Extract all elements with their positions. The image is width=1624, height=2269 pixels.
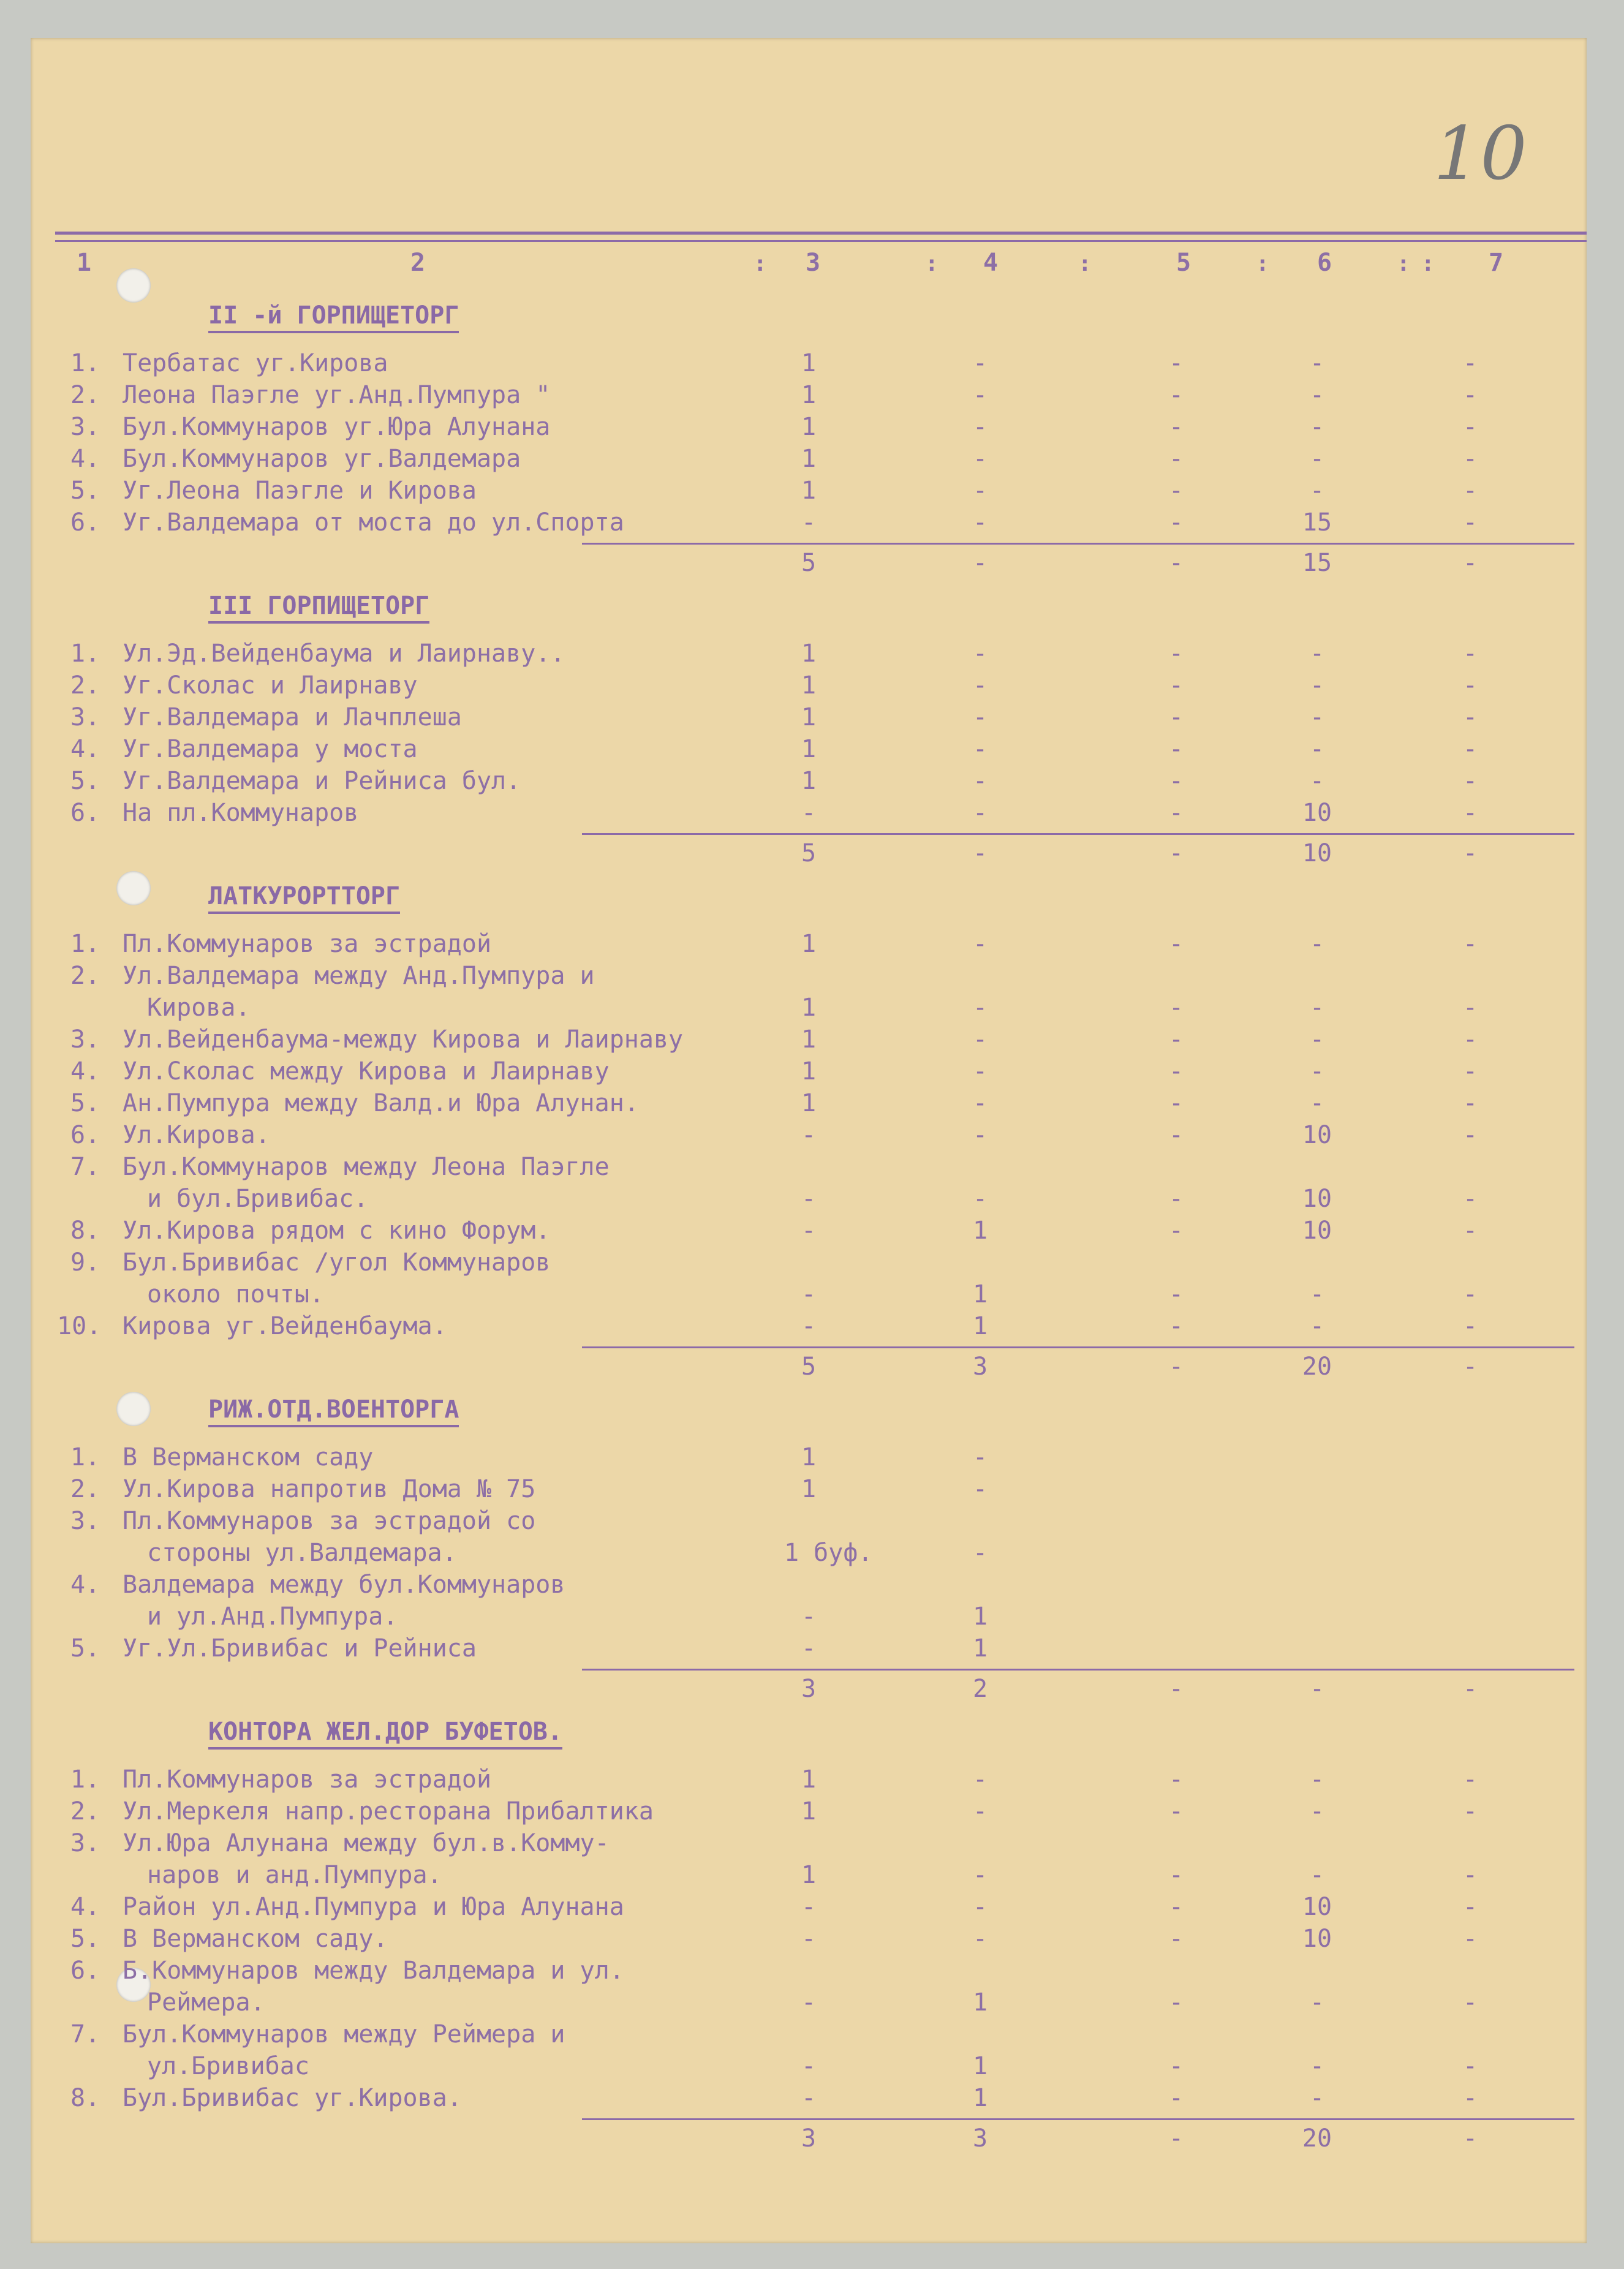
cell-c5: - <box>1168 671 1184 700</box>
cell-c4: - <box>972 1121 988 1149</box>
cell-c5: - <box>1168 1121 1184 1149</box>
row-address: Район ул.Анд.Пумпура и Юра Алунана <box>123 1893 624 1921</box>
column-header: 2 <box>410 249 426 277</box>
row-number: 2. <box>70 671 100 700</box>
cell-c6: - <box>1309 994 1325 1022</box>
cell-c4: - <box>972 477 988 505</box>
cell-c6: - <box>1309 1765 1325 1794</box>
cell-c7: - <box>1462 640 1478 668</box>
cell-c7: - <box>1462 1121 1478 1149</box>
cell-c4: 1 <box>972 2084 988 2112</box>
cell-c7: - <box>1462 477 1478 505</box>
row-number: 4. <box>70 1057 100 1085</box>
cell-c6: - <box>1309 349 1325 377</box>
column-separator: : <box>1397 251 1410 276</box>
total-c7: - <box>1462 549 1478 577</box>
cell-c3: 1 <box>801 445 817 473</box>
row-number: 6. <box>70 799 100 827</box>
row-number: 3. <box>70 703 100 731</box>
total-c4: 2 <box>972 1675 988 1703</box>
row-address: Ул.Юра Алунана между бул.в.Комму- <box>123 1829 610 1857</box>
row-address: В Верманском саду. <box>123 1925 388 1953</box>
row-number: 3. <box>70 413 100 441</box>
row-number: 8. <box>70 1217 100 1245</box>
document-page <box>31 38 1587 2243</box>
cell-c4: - <box>972 703 988 731</box>
cell-c3: - <box>801 508 817 537</box>
total-c5: - <box>1168 549 1184 577</box>
section-total-rule <box>582 833 1574 835</box>
row-number: 6. <box>70 1957 100 1985</box>
row-address: Уг.Валдемара и Лачплеша <box>123 703 462 731</box>
row-address: Пл.Коммунаров за эстрадой <box>123 1765 492 1794</box>
row-address: Валдемара между бул.Коммунаров <box>123 1571 565 1599</box>
cell-c7: - <box>1462 735 1478 763</box>
cell-c6: - <box>1309 1089 1325 1117</box>
row-address: Бул.Бривибас уг.Кирова. <box>123 2084 462 2112</box>
column-header: 5 <box>1176 249 1192 277</box>
row-address: Бул.Коммунаров уг.Юра Алунана <box>123 413 551 441</box>
cell-c6: - <box>1309 930 1325 958</box>
cell-c5: - <box>1168 799 1184 827</box>
section-total-rule <box>582 543 1574 545</box>
section-title: III ГОРПИЩЕТОРГ <box>208 592 429 624</box>
row-address: Пл.Коммунаров за эстрадой со <box>123 1507 536 1535</box>
cell-c6: - <box>1309 445 1325 473</box>
cell-c6: - <box>1309 1797 1325 1825</box>
cell-c4: - <box>972 349 988 377</box>
cell-c7: - <box>1462 994 1478 1022</box>
cell-c5: - <box>1168 477 1184 505</box>
cell-c5: - <box>1168 994 1184 1022</box>
cell-c3: - <box>801 1893 817 1921</box>
row-number: 1. <box>70 640 100 668</box>
cell-c5: - <box>1168 1861 1184 1889</box>
cell-c5: - <box>1168 2052 1184 2080</box>
row-address: Бул.Коммунаров уг.Валдемара <box>123 445 521 473</box>
row-number: 2. <box>70 1797 100 1825</box>
cell-c7: - <box>1462 2084 1478 2112</box>
total-c6: - <box>1309 1675 1325 1703</box>
row-number: 9. <box>70 1248 100 1277</box>
row-address: На пл.Коммунаров <box>123 799 359 827</box>
row-address: Ул.Кирова рядом с кино Форум. <box>123 1217 551 1245</box>
cell-c4: - <box>972 799 988 827</box>
cell-c4: - <box>972 413 988 441</box>
cell-c3: 1 <box>801 735 817 763</box>
cell-c5: - <box>1168 703 1184 731</box>
row-address: Б.Коммунаров между Валдемара и ул. <box>123 1957 624 1985</box>
column-header: 1 <box>77 249 92 277</box>
cell-c3: 1 <box>801 349 817 377</box>
total-c6: 10 <box>1302 839 1332 867</box>
cell-c6: - <box>1309 1025 1325 1054</box>
cell-c5: - <box>1168 640 1184 668</box>
cell-c7: - <box>1462 2052 1478 2080</box>
row-number: 6. <box>70 1121 100 1149</box>
row-number: 3. <box>70 1829 100 1857</box>
cell-c7: - <box>1462 703 1478 731</box>
column-separator: : <box>753 251 767 276</box>
punch-hole <box>116 871 151 905</box>
total-c5: - <box>1168 1353 1184 1381</box>
column-header: 7 <box>1489 249 1504 277</box>
cell-c4: 1 <box>972 1634 988 1663</box>
cell-c5: - <box>1168 1089 1184 1117</box>
row-number: 4. <box>70 735 100 763</box>
section-title: II -й ГОРПИЩЕТОРГ <box>208 301 459 333</box>
cell-c7: - <box>1462 1312 1478 1340</box>
cell-c7: - <box>1462 1925 1478 1953</box>
row-address: Ул.Эд.Вейденбаума и Лаирнаву.. <box>123 640 565 668</box>
row-number: 3. <box>70 1507 100 1535</box>
cell-c3: - <box>801 1925 817 1953</box>
cell-c3: 1 <box>801 640 817 668</box>
cell-c4: - <box>972 1925 988 1953</box>
cell-c4: - <box>972 1861 988 1889</box>
total-c5: - <box>1168 2124 1184 2153</box>
cell-c6: - <box>1309 1057 1325 1085</box>
section-title: КОНТОРА ЖЕЛ.ДОР БУФЕТОВ. <box>208 1718 562 1750</box>
column-separator: : <box>925 251 939 276</box>
cell-c5: - <box>1168 1057 1184 1085</box>
cell-c5: - <box>1168 735 1184 763</box>
cell-c5: - <box>1168 1797 1184 1825</box>
cell-c4: 1 <box>972 1603 988 1631</box>
cell-c4: - <box>972 1057 988 1085</box>
total-c6: 20 <box>1302 1353 1332 1381</box>
section-total-rule <box>582 1669 1574 1671</box>
cell-c3: - <box>801 1312 817 1340</box>
row-number: 1. <box>70 1765 100 1794</box>
cell-c5: - <box>1168 349 1184 377</box>
cell-c3: - <box>801 2084 817 2112</box>
cell-c3: - <box>801 1634 817 1663</box>
section-total-rule <box>582 1346 1574 1348</box>
cell-c7: - <box>1462 1089 1478 1117</box>
row-address: и бул.Бривибас. <box>147 1185 369 1213</box>
cell-c3: 1 <box>801 671 817 700</box>
row-address: Ул.Кирова. <box>123 1121 270 1149</box>
row-address: Уг.Валдемара от моста до ул.Спорта <box>123 508 624 537</box>
cell-c3: 1 <box>801 381 817 409</box>
row-address: Бул.Бривибас /угол Коммунаров <box>123 1248 551 1277</box>
cell-c3: - <box>801 1603 817 1631</box>
cell-c6: 15 <box>1302 508 1332 537</box>
cell-c7: - <box>1462 1057 1478 1085</box>
cell-c3: 1 <box>801 994 817 1022</box>
total-c3: 3 <box>801 2124 817 2153</box>
total-c7: - <box>1462 839 1478 867</box>
cell-c6: 10 <box>1302 1217 1332 1245</box>
total-c7: - <box>1462 1675 1478 1703</box>
row-address: Уг.Сколас и Лаирнаву <box>123 671 418 700</box>
cell-c3: - <box>801 799 817 827</box>
row-address: Уг.Леона Паэгле и Кирова <box>123 477 477 505</box>
row-number: 4. <box>70 1893 100 1921</box>
cell-c3: - <box>801 1280 817 1308</box>
cell-c6: - <box>1309 640 1325 668</box>
row-address: Ул.Меркеля напр.ресторана Прибалтика <box>123 1797 654 1825</box>
cell-c4: - <box>972 671 988 700</box>
cell-c6: 10 <box>1302 1925 1332 1953</box>
cell-c6: - <box>1309 477 1325 505</box>
row-number: 2. <box>70 381 100 409</box>
row-number: 5. <box>70 767 100 795</box>
row-address: Ан.Пумпура между Валд.и Юра Алунан. <box>123 1089 639 1117</box>
cell-c6: - <box>1309 381 1325 409</box>
cell-c6: 10 <box>1302 799 1332 827</box>
cell-c4: - <box>972 1089 988 1117</box>
row-number: 1. <box>70 930 100 958</box>
row-address: Леона Паэгле уг.Анд.Пумпура " <box>123 381 551 409</box>
cell-c7: - <box>1462 1765 1478 1794</box>
cell-c3: 1 <box>801 930 817 958</box>
cell-c6: 10 <box>1302 1893 1332 1921</box>
cell-c7: - <box>1462 1988 1478 2017</box>
cell-c5: - <box>1168 930 1184 958</box>
cell-c5: - <box>1168 1988 1184 2017</box>
header-rule-top <box>55 240 1587 242</box>
cell-c4: - <box>972 381 988 409</box>
cell-c5: - <box>1168 2084 1184 2112</box>
cell-c4: 1 <box>972 1988 988 2017</box>
cell-c5: - <box>1168 445 1184 473</box>
cell-c3: 1 <box>801 1025 817 1054</box>
row-number: 1. <box>70 1443 100 1471</box>
punch-hole <box>116 1392 151 1426</box>
cell-c7: - <box>1462 1861 1478 1889</box>
cell-c3: 1 <box>801 1797 817 1825</box>
row-number: 1. <box>70 349 100 377</box>
total-c7: - <box>1462 1353 1478 1381</box>
row-address: Тербатас уг.Кирова <box>123 349 388 377</box>
total-c3: 5 <box>801 1353 817 1381</box>
cell-c3: 1 <box>801 703 817 731</box>
cell-c7: - <box>1462 1025 1478 1054</box>
total-c3: 5 <box>801 839 817 867</box>
cell-c7: - <box>1462 349 1478 377</box>
total-c4: - <box>972 549 988 577</box>
cell-c5: - <box>1168 413 1184 441</box>
row-number: 5. <box>70 477 100 505</box>
cell-c4: - <box>972 508 988 537</box>
cell-c4: - <box>972 1893 988 1921</box>
cell-c4: - <box>972 767 988 795</box>
cell-c7: - <box>1462 1280 1478 1308</box>
row-number: 4. <box>70 445 100 473</box>
row-address: Ул.Кирова напротив Дома № 75 <box>123 1475 536 1503</box>
cell-c7: - <box>1462 671 1478 700</box>
total-c5: - <box>1168 839 1184 867</box>
cell-c4: 1 <box>972 1280 988 1308</box>
row-address: Ул.Вейденбаума-между Кирова и Лаирнаву <box>123 1025 684 1054</box>
cell-c3: 1 <box>801 767 817 795</box>
cell-c5: - <box>1168 1893 1184 1921</box>
cell-c3: 1 <box>801 1443 817 1471</box>
section-title: РИЖ.ОТД.ВОЕНТОРГА <box>208 1395 459 1427</box>
total-c6: 20 <box>1302 2124 1332 2153</box>
row-address: Реймера. <box>147 1988 265 2017</box>
row-address: и ул.Анд.Пумпура. <box>147 1603 398 1631</box>
total-c4: - <box>972 839 988 867</box>
row-number: 2. <box>70 962 100 990</box>
cell-c4: - <box>972 640 988 668</box>
cell-c7: - <box>1462 381 1478 409</box>
column-separator: : <box>1421 251 1435 276</box>
cell-c5: - <box>1168 1185 1184 1213</box>
cell-c6: - <box>1309 767 1325 795</box>
cell-c3: 1 <box>801 1057 817 1085</box>
cell-c4: - <box>972 1443 988 1471</box>
row-address: ул.Бривибас <box>147 2052 309 2080</box>
row-address: В Верманском саду <box>123 1443 374 1471</box>
row-address: Пл.Коммунаров за эстрадой <box>123 930 492 958</box>
cell-c4: 1 <box>972 2052 988 2080</box>
row-number: 6. <box>70 508 100 537</box>
cell-c4: - <box>972 1025 988 1054</box>
cell-c4: - <box>972 1185 988 1213</box>
total-c3: 3 <box>801 1675 817 1703</box>
cell-c6: - <box>1309 413 1325 441</box>
total-c3: 5 <box>801 549 817 577</box>
row-number: 4. <box>70 1571 100 1599</box>
section-title: ЛАТКУРОРТТОРГ <box>208 882 400 914</box>
cell-c5: - <box>1168 767 1184 795</box>
column-separator: : <box>1078 251 1092 276</box>
cell-c7: - <box>1462 1893 1478 1921</box>
cell-c3: - <box>801 1185 817 1213</box>
cell-c6: - <box>1309 2052 1325 2080</box>
row-address: стороны ул.Валдемара. <box>147 1539 457 1567</box>
cell-c7: - <box>1462 1217 1478 1245</box>
total-c6: 15 <box>1302 549 1332 577</box>
cell-c3: 1 <box>801 1475 817 1503</box>
row-number: 8. <box>70 2084 100 2112</box>
cell-c5: - <box>1168 1280 1184 1308</box>
cell-c6: 10 <box>1302 1185 1332 1213</box>
cell-c4: - <box>972 445 988 473</box>
cell-c5: - <box>1168 1925 1184 1953</box>
cell-c3: 1 <box>801 477 817 505</box>
cell-c6: - <box>1309 1280 1325 1308</box>
cell-c3: - <box>801 1988 817 2017</box>
punch-hole <box>116 268 151 303</box>
cell-c3: 1 <box>801 1861 817 1889</box>
cell-c5: - <box>1168 1765 1184 1794</box>
row-address: наров и анд.Пумпура. <box>147 1861 442 1889</box>
cell-c4: - <box>972 994 988 1022</box>
cell-c5: - <box>1168 508 1184 537</box>
cell-c3: 1 буф. <box>784 1539 873 1567</box>
row-number: 5. <box>70 1925 100 1953</box>
row-address: Уг.Валдемара у моста <box>123 735 418 763</box>
cell-c7: - <box>1462 1185 1478 1213</box>
row-number: 3. <box>70 1025 100 1054</box>
cell-c7: - <box>1462 799 1478 827</box>
column-header: 6 <box>1317 249 1332 277</box>
row-number: 5. <box>70 1089 100 1117</box>
cell-c5: - <box>1168 1217 1184 1245</box>
cell-c3: - <box>801 1121 817 1149</box>
cell-c5: - <box>1168 1312 1184 1340</box>
total-c4: 3 <box>972 2124 988 2153</box>
cell-c5: - <box>1168 1025 1184 1054</box>
row-number: 10. <box>57 1312 102 1340</box>
cell-c4: - <box>972 1539 988 1567</box>
row-address: Уг.Ул.Бривибас и Рейниса <box>123 1634 477 1663</box>
section-total-rule <box>582 2118 1574 2120</box>
cell-c3: 1 <box>801 413 817 441</box>
cell-c7: - <box>1462 767 1478 795</box>
cell-c6: - <box>1309 703 1325 731</box>
row-address: Уг.Валдемара и Рейниса бул. <box>123 767 521 795</box>
cell-c7: - <box>1462 1797 1478 1825</box>
cell-c6: - <box>1309 1312 1325 1340</box>
cell-c4: 1 <box>972 1312 988 1340</box>
column-header: 4 <box>983 249 999 277</box>
cell-c4: 1 <box>972 1217 988 1245</box>
cell-c3: 1 <box>801 1089 817 1117</box>
cell-c5: - <box>1168 381 1184 409</box>
header-rule-top <box>55 232 1587 235</box>
cell-c6: 10 <box>1302 1121 1332 1149</box>
cell-c6: - <box>1309 1988 1325 2017</box>
row-number: 7. <box>70 2020 100 2048</box>
row-address: Кирова. <box>147 994 251 1022</box>
cell-c6: - <box>1309 2084 1325 2112</box>
cell-c4: - <box>972 1797 988 1825</box>
row-address: Кирова уг.Вейденбаума. <box>123 1312 447 1340</box>
row-number: 2. <box>70 1475 100 1503</box>
cell-c6: - <box>1309 1861 1325 1889</box>
cell-c7: - <box>1462 930 1478 958</box>
row-address: Ул.Валдемара между Анд.Пумпура и <box>123 962 595 990</box>
total-c4: 3 <box>972 1353 988 1381</box>
row-address: Ул.Сколас между Кирова и Лаирнаву <box>123 1057 610 1085</box>
total-c7: - <box>1462 2124 1478 2153</box>
column-separator: : <box>1256 251 1269 276</box>
cell-c3: - <box>801 2052 817 2080</box>
row-number: 5. <box>70 1634 100 1663</box>
page-number: 10 <box>1433 111 1527 197</box>
cell-c7: - <box>1462 413 1478 441</box>
column-header: 3 <box>806 249 821 277</box>
cell-c4: - <box>972 735 988 763</box>
cell-c4: - <box>972 1475 988 1503</box>
total-c5: - <box>1168 1675 1184 1703</box>
cell-c3: - <box>801 1217 817 1245</box>
cell-c7: - <box>1462 445 1478 473</box>
cell-c4: - <box>972 1765 988 1794</box>
row-address: Бул.Коммунаров между Реймера и <box>123 2020 565 2048</box>
cell-c3: 1 <box>801 1765 817 1794</box>
cell-c6: - <box>1309 671 1325 700</box>
cell-c4: - <box>972 930 988 958</box>
cell-c7: - <box>1462 508 1478 537</box>
row-address: Бул.Коммунаров между Леона Паэгле <box>123 1153 610 1181</box>
row-address: около почты. <box>147 1280 324 1308</box>
row-number: 7. <box>70 1153 100 1181</box>
cell-c6: - <box>1309 735 1325 763</box>
